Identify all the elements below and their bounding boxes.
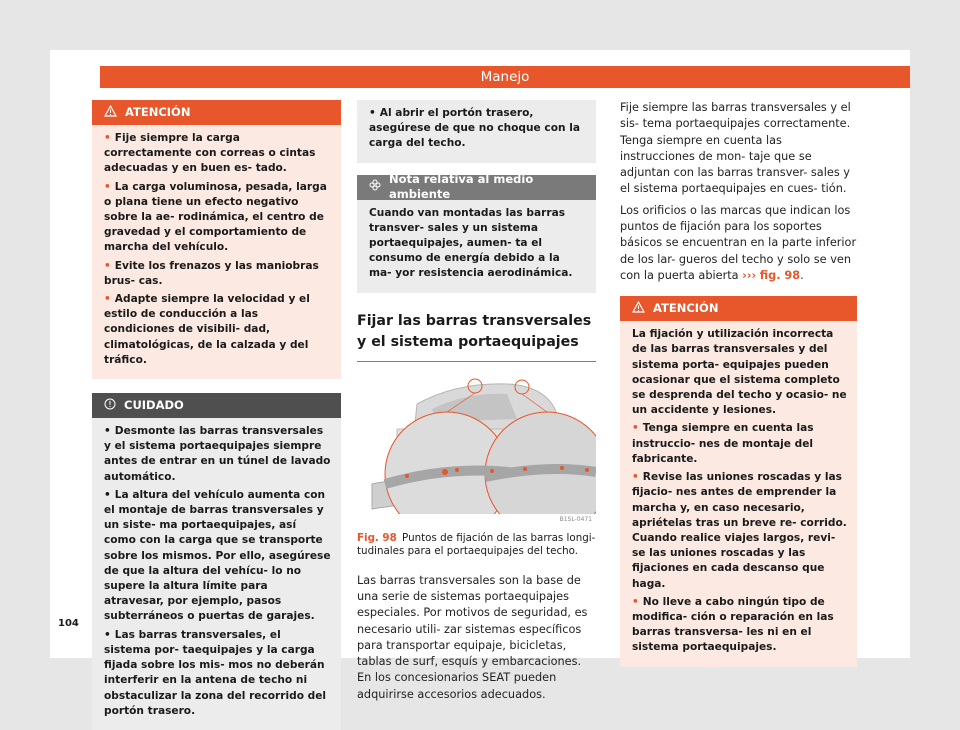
environment-text: Cuando van montadas las barras transver- sales y un sistema portaequipajes, aumen- ta el consumo de energía debido a la ma- yor resistencia aerodinámica. — [369, 206, 573, 280]
body-paragraph: Las barras transversales son la base de una serie de sistemas portaequipajes especiales. Por motivos de seguridad, es necesario utili- zar sistemas específicos para transportar equipaje, bicicletas, tablas de surf, esquís y embarcaciones. En los concesionarios SEAT pueden adquirirse accesorios adecuados. — [357, 573, 588, 701]
environment-header — [357, 172, 596, 202]
warning-title: ATENCIÓN — [125, 105, 191, 119]
page-number: 104 — [58, 618, 79, 629]
figure-caption — [357, 532, 596, 559]
column-left — [92, 100, 341, 730]
caution-box — [92, 393, 341, 730]
warning-item: • Evite los frenazos y las maniobras brus- cas. — [104, 259, 319, 287]
warning-box — [92, 100, 341, 379]
figure-caption-text: Puntos de fijación de las barras longi- tudinales para el portaequipajes del techo. — [357, 531, 596, 558]
car-roof-rails-illustration — [357, 374, 596, 526]
column-right — [620, 100, 857, 667]
info-circle-icon — [104, 398, 116, 414]
warning-header — [92, 100, 341, 125]
figure-code: B1SL-0471 — [559, 515, 592, 523]
caution-item: • Al abrir el portón trasero, asegúrese de que no choque con la carga del techo. — [369, 107, 580, 150]
environment-note — [357, 172, 596, 293]
caution-item: • La altura del vehículo aumenta con el montaje de barras transversales y un siste- ma portaequipajes, así como con la carga que se transporte sobre los mismos. Por ello, asegúrese de que la altura del vehícu- lo no supere la altura límite para atravesar, por ejemplo, pasos subterráneos o puertas de garajes. — [104, 488, 331, 623]
warning-item: • Fije siempre la carga correctamente con correas o cintas adecuadas y en buen es- tado. — [104, 132, 316, 175]
warning-item: • No lleve a cabo ningún tipo de modifica- ción o reparación en las barras transversa- les ni en el sistema portaequipajes. — [632, 595, 834, 654]
figure-cross-ref-arrow: ››› — [742, 268, 757, 282]
figure-98 — [357, 374, 596, 526]
figure-cross-ref-link[interactable]: fig. 98 — [759, 268, 801, 282]
body-paragraph: Fije siempre las barras transversales y el sis- tema portaequipajes correctamente. Tenga siempre en cuenta las instrucciones de mon- taje que se adjuntan con las barras transver- sales y el sistema portaequipajes en cues- tión. Los orificios o las marcas que indican los puntos de fijación para los soportes básicos se encuentran en la parte inferior de los lar- gueros del techo y solo se ven con la puerta abierta ››› fig. 98. — [620, 101, 857, 282]
warning-title: ATENCIÓN — [653, 301, 719, 316]
warning-box — [620, 296, 857, 666]
manual-page — [50, 50, 910, 717]
warning-header — [620, 296, 857, 321]
warning-item: • La carga voluminosa, pesada, larga o plana tiene un efecto negativo sobre la ae- rodinámica, el centro de gravedad y el comportamiento de marcha del vehículo. — [104, 180, 327, 254]
caution-header — [92, 393, 341, 418]
warning-triangle-icon — [632, 301, 645, 317]
warning-item: • Adapte siempre la velocidad y el estilo de conducción a las condiciones de visibili- dad, climatológicas, de la calzada y del tráfico. — [104, 293, 310, 366]
leaf-flower-icon — [369, 179, 381, 195]
warning-item: • Revise las uniones roscadas y las fijacio- nes antes de emprender la marcha y, en caso necesario, apriételas tras un breve re- corrido. Cuando realice viajes largos, revi- se las uniones roscadas y las fijaciones en cada descanso que haga. — [632, 471, 847, 590]
caution-item: • Desmonte las barras transversales y el sistema portaequipajes siempre antes de entrar en un túnel de lavado automático. — [104, 425, 331, 483]
warning-item: • Tenga siempre en cuenta las instruccio- nes de montaje del fabricante. — [632, 422, 814, 465]
warning-triangle-icon — [104, 105, 117, 121]
environment-title: Nota relativa al medio ambiente — [389, 172, 534, 202]
caution-continued — [357, 100, 596, 163]
section-title: Fijar las barras transversales y el sistema portaequipajes — [357, 311, 596, 362]
warning-intro: La fijación y utilización incorrecta de las barras transversales y del sistema porta- equipajes pueden ocasionar que el sistema completo se desprenda del techo y ocasio- ne un accidente y lesiones. — [632, 328, 847, 417]
column-middle — [357, 100, 596, 708]
caution-item: • Las barras transversales, el sistema por- taequipajes y la carga fijada sobre los mis- mos no deberán interferir en la antena de techo ni obstaculizar la zona del recorrido del portón trasero. — [104, 628, 327, 717]
caution-title: CUIDADO — [124, 398, 184, 413]
chapter-header: Manejo — [100, 66, 910, 88]
figure-label: Fig. 98 — [357, 531, 397, 544]
